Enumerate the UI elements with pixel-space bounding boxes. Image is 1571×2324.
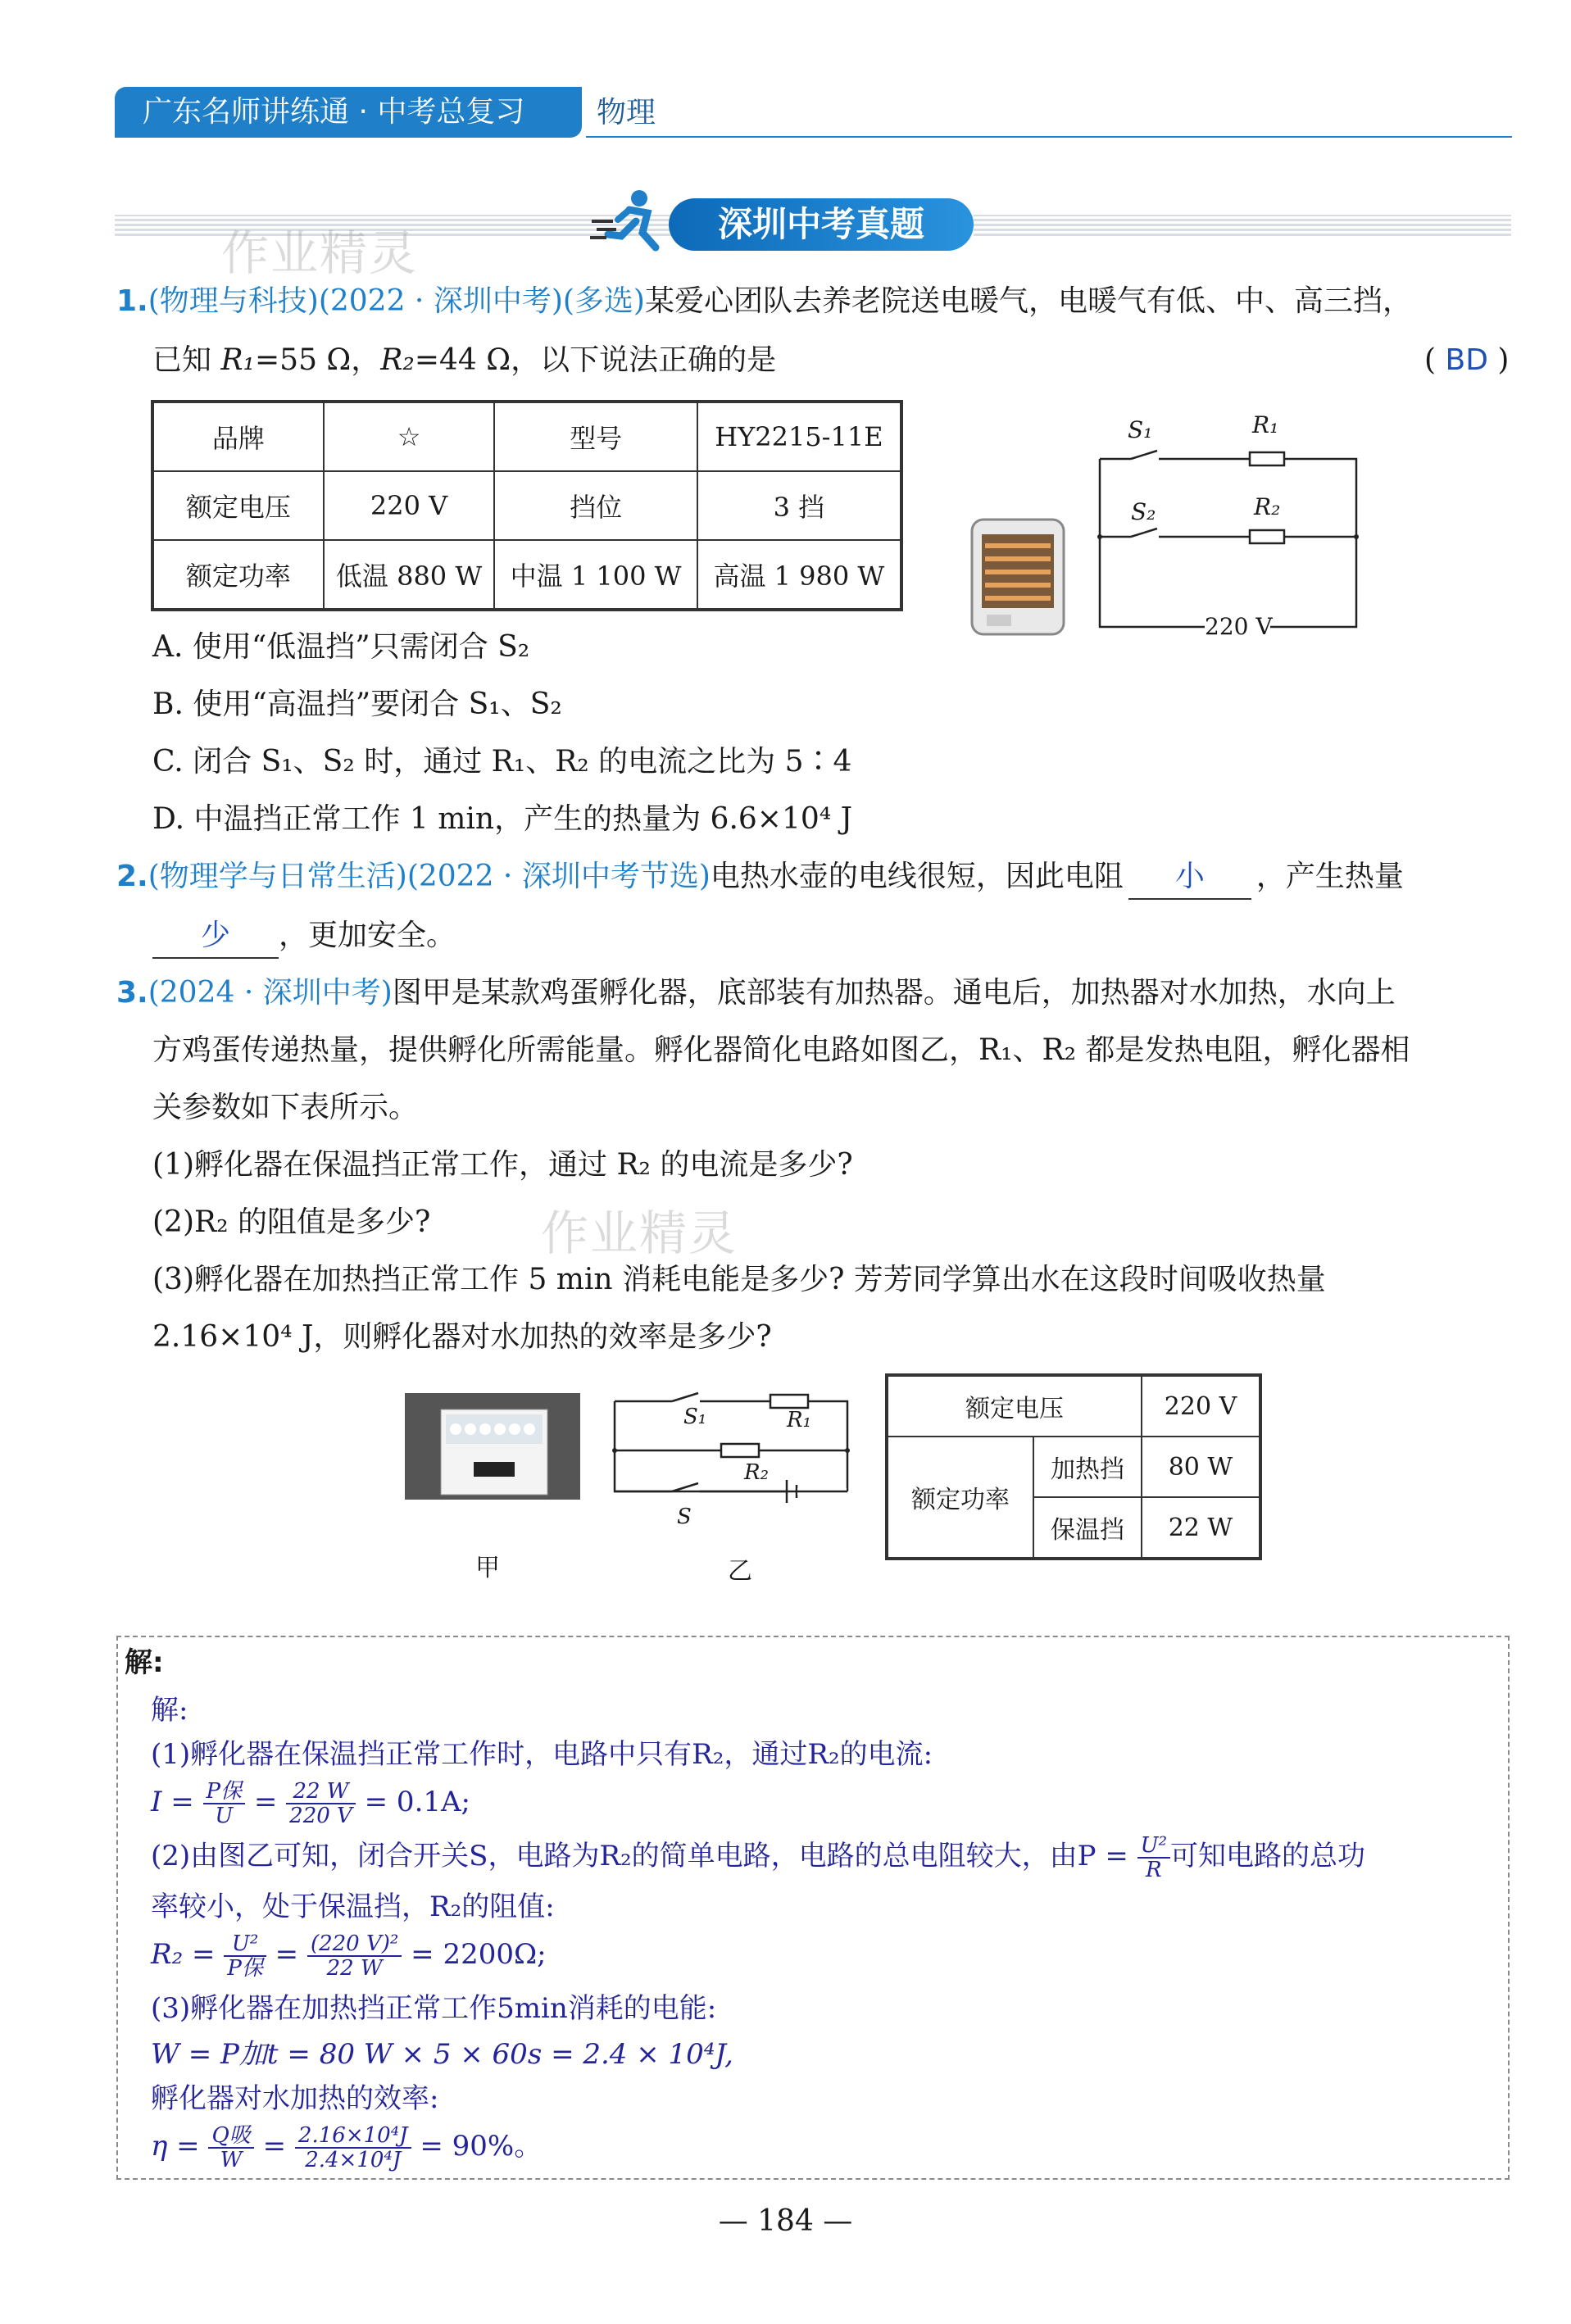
q3-sub3: (3)孵化器在加热挡正常工作 5 min 消耗电能是多少? 芳芳同学算出水在这段时间吸收热量 xyxy=(152,1263,1326,1296)
q3-circuit-s1: S₁ xyxy=(683,1405,707,1429)
q3-tags: (2024 · 深圳中考) xyxy=(148,976,393,1010)
table-cell: 3 挡 xyxy=(697,471,901,540)
eq2-frac1 xyxy=(224,1932,266,1980)
eq1-frac1-den: U xyxy=(215,1804,234,1828)
q1-circuit-voltage: 220 V xyxy=(1205,613,1273,640)
q2-blank2-answer: 少 xyxy=(200,919,230,952)
q2-text1: 电热水壶的电线很短，因此电阻 xyxy=(710,860,1124,893)
q1-answer-value: BD xyxy=(1445,343,1488,377)
q2-blank1-answer: 小 xyxy=(1174,860,1205,893)
q2-text2: ，产生热量 xyxy=(1255,860,1404,893)
q1-answer: ( BD ) xyxy=(1424,343,1510,377)
table-row xyxy=(152,471,901,540)
solution-eq3: W = P加t = 80 W × 5 × 60s = 2.4 × 10⁴J, xyxy=(151,2038,733,2071)
eq1-lhs: I = xyxy=(151,1786,203,1818)
watermark: 作业精灵 xyxy=(221,225,419,281)
eq4-rhs: = 90%。 xyxy=(411,2130,543,2163)
solution-part1: (1)孵化器在保温挡正常工作时，电路中只有R₂，通过R₂的电流: xyxy=(151,1738,933,1771)
q1-circuit-s2: S₂ xyxy=(1131,498,1156,525)
q1-tags: (物理与科技)(2022 · 深圳中考)(多选) xyxy=(148,284,645,318)
q3-sub1: (1)孵化器在保温挡正常工作，通过 R₂ 的电流是多少? xyxy=(152,1148,853,1182)
table-cell: ☆ xyxy=(324,402,495,471)
q3-sub3-cont: 2.16×10⁴ J，则孵化器对水加热的效率是多少? xyxy=(152,1320,772,1354)
eq4-frac2 xyxy=(295,2124,411,2172)
solution-part3: (3)孵化器在加热挡正常工作5min消耗的电能: xyxy=(151,1992,717,2025)
eq4-frac1-den: W xyxy=(220,2148,243,2172)
q1-option-b: B. 使用“高温挡”要闭合 S₁、S₂ xyxy=(152,688,562,721)
solution-part2a xyxy=(151,1832,1365,1881)
table-cell: 加热挡 xyxy=(1033,1437,1142,1497)
table-row xyxy=(887,1437,1260,1497)
runner-icon xyxy=(588,185,670,257)
part2a-frac-num: U² xyxy=(1137,1834,1170,1859)
table-cell: 型号 xyxy=(494,402,697,471)
eq4-frac2-num: 2.16×10⁴J xyxy=(295,2124,411,2149)
table-cell: HY2215-11E xyxy=(697,402,901,471)
eq2-frac1-num: U² xyxy=(224,1932,266,1957)
header-divider xyxy=(586,136,1512,138)
eq2-frac2-den: 22 W xyxy=(326,1956,383,1981)
q3-circuit-r2: R₂ xyxy=(744,1460,769,1485)
q1-stem2-prefix: 已知 xyxy=(152,343,221,377)
q1-r2-value: =44 Ω xyxy=(414,343,511,377)
q3-circuit-diagram xyxy=(606,1385,860,1532)
solution-box-title: 解: xyxy=(125,1646,164,1679)
solution-part2b: 率较小，处于保温挡，R₂的阻值: xyxy=(151,1891,555,1923)
eq1-frac2-den: 220 V xyxy=(289,1804,352,1828)
eq4-lhs: η = xyxy=(151,2130,209,2163)
heater-image xyxy=(969,516,1067,639)
table-cell: 低温 880 W xyxy=(324,540,495,610)
banner-stripes-right xyxy=(974,215,1511,236)
solution-part4: 孵化器对水加热的效率: xyxy=(151,2082,439,2115)
eq4-frac1 xyxy=(208,2124,253,2172)
q1-r2-label: R₂ xyxy=(380,343,415,377)
figure-label-yi: 乙 xyxy=(728,1557,752,1586)
q2-blank2 xyxy=(152,915,279,959)
part2a-frac xyxy=(1137,1834,1170,1881)
q2-text3: ，更加安全。 xyxy=(279,919,456,952)
q3-stem-line2: 方鸡蛋传递热量，提供孵化所需能量。孵化器简化电路如图乙，R₁、R₂ 都是发热电阻，孵化器相 xyxy=(152,1033,1410,1067)
header-series-title: 广东名师讲练通 · 中考总复习 xyxy=(115,87,582,138)
solution-intro: 解: xyxy=(151,1694,188,1727)
eq2-frac1-den: P保 xyxy=(227,1956,263,1981)
q1-stem2-suffix: ，以下说法正确的是 xyxy=(511,343,777,377)
q3-stem-line3: 关参数如下表所示。 xyxy=(152,1091,419,1124)
q1-option-c: C. 闭合 S₁、S₂ 时，通过 R₁、R₂ 的电流之比为 5∶4 xyxy=(152,745,852,778)
q1-option-d: D. 中温挡正常工作 1 min，产生的热量为 6.6×10⁴ J xyxy=(152,802,853,836)
incubator-image xyxy=(405,1393,580,1500)
table-cell: 中温 1 100 W xyxy=(494,540,697,610)
table-cell: 220 V xyxy=(324,471,495,540)
table-row xyxy=(152,402,901,471)
figure-label-jia: 甲 xyxy=(475,1554,500,1582)
table-cell: 额定电压 xyxy=(152,471,324,540)
q1-stem-text: 某爱心团队去养老院送电暖气，电暖气有低、中、高三挡， xyxy=(644,284,1412,318)
q2-number: 2. xyxy=(116,860,148,893)
page-number: — 184 — xyxy=(718,2204,853,2238)
table-cell: 保温挡 xyxy=(1033,1497,1142,1559)
header-subject: 物理 xyxy=(597,96,656,129)
q1-r1-label: R₁ xyxy=(220,343,255,377)
q3-sub2: (2)R₂ 的阻值是多少? xyxy=(152,1205,431,1239)
part2a-text: (2)由图乙可知，闭合开关S，电路为R₂的简单电路，电路的总电阻较大，由P = xyxy=(151,1840,1137,1872)
q1-option-a: A. 使用“低温挡”只需闭合 S₂ xyxy=(152,630,530,664)
q1-number: 1. xyxy=(116,284,148,318)
eq1-frac1 xyxy=(203,1780,246,1827)
table-cell: 高温 1 980 W xyxy=(697,540,901,610)
q3-param-table xyxy=(885,1373,1262,1560)
q1-r1-value: =55 Ω xyxy=(255,343,352,377)
eq2-lhs: R₂ = xyxy=(151,1938,225,1971)
q3-circuit-r1: R₁ xyxy=(787,1408,811,1432)
section-title: 深圳中考真题 xyxy=(669,198,974,251)
part2a-frac-den: R xyxy=(1146,1858,1162,1882)
table-cell: 额定功率 xyxy=(887,1437,1033,1559)
q2-line2 xyxy=(152,915,456,959)
q3-circuit-s: S xyxy=(677,1505,692,1529)
q1-circuit-r1: R₁ xyxy=(1252,411,1279,438)
solution-eq4: η = $\frac{\text{Q吸}}{W}$ = $\frac{\text{2.16×10⁴J}}{\text{2.4×10⁴J}}$ = 90%。 xyxy=(151,2123,543,2172)
eq1-rhs: = 0.1A; xyxy=(355,1786,471,1818)
eq2-frac2 xyxy=(307,1932,402,1980)
eq1-frac1-num: P保 xyxy=(203,1780,246,1804)
solution-eq2: R₂ = $\frac{\text{U²}}{\text{P保}}$ = $\frac{\text{(220 V)²}}{22 W}$ = 2200Ω; xyxy=(151,1931,547,1981)
q2-blank1 xyxy=(1128,856,1251,900)
table-row xyxy=(887,1375,1260,1437)
table-cell: 22 W xyxy=(1142,1497,1260,1559)
table-cell: 220 V xyxy=(1142,1375,1260,1437)
q2-tags: (物理学与日常生活)(2022 · 深圳中考节选) xyxy=(148,860,711,893)
solution-eq1: I = $\frac{\text{P保}}{U}$ = $\frac{22 W}{220 V}$ = 0.1A; xyxy=(151,1779,471,1828)
q1-stem-line2: 已知 R₁=55 Ω，R₂=44 Ω，以下说法正确的是 xyxy=(152,343,777,377)
table-cell: 品牌 xyxy=(152,402,324,471)
q1-circuit-r2: R₂ xyxy=(1254,493,1281,520)
table-cell: 额定电压 xyxy=(887,1375,1142,1437)
q2-stem xyxy=(116,856,1404,900)
q1-spec-table xyxy=(151,400,903,611)
q3-stem-line1 xyxy=(116,972,1396,1014)
table-cell: 挡位 xyxy=(494,471,697,540)
eq1-frac2-num: 22 W xyxy=(286,1780,356,1804)
eq2-rhs: = 2200Ω; xyxy=(402,1938,547,1971)
q3-line1: 图甲是某款鸡蛋孵化器，底部装有加热器。通电后，加热器对水加热，水向上 xyxy=(392,976,1396,1010)
eq4-frac1-num: Q吸 xyxy=(208,2124,253,2149)
q1-circuit-s1: S₁ xyxy=(1128,416,1153,443)
table-row xyxy=(152,540,901,610)
q3-number: 3. xyxy=(116,976,148,1010)
eq1-frac2 xyxy=(286,1780,356,1827)
table-cell: 额定功率 xyxy=(152,540,324,610)
table-cell: 80 W xyxy=(1142,1437,1260,1497)
part2a-tail: 可知电路的总功 xyxy=(1170,1840,1366,1872)
watermark-2: 作业精灵 xyxy=(541,1205,738,1261)
eq2-frac2-num: (220 V)² xyxy=(307,1932,402,1957)
eq4-frac2-den: 2.4×10⁴J xyxy=(305,2148,402,2172)
q1-stem xyxy=(116,280,1412,323)
